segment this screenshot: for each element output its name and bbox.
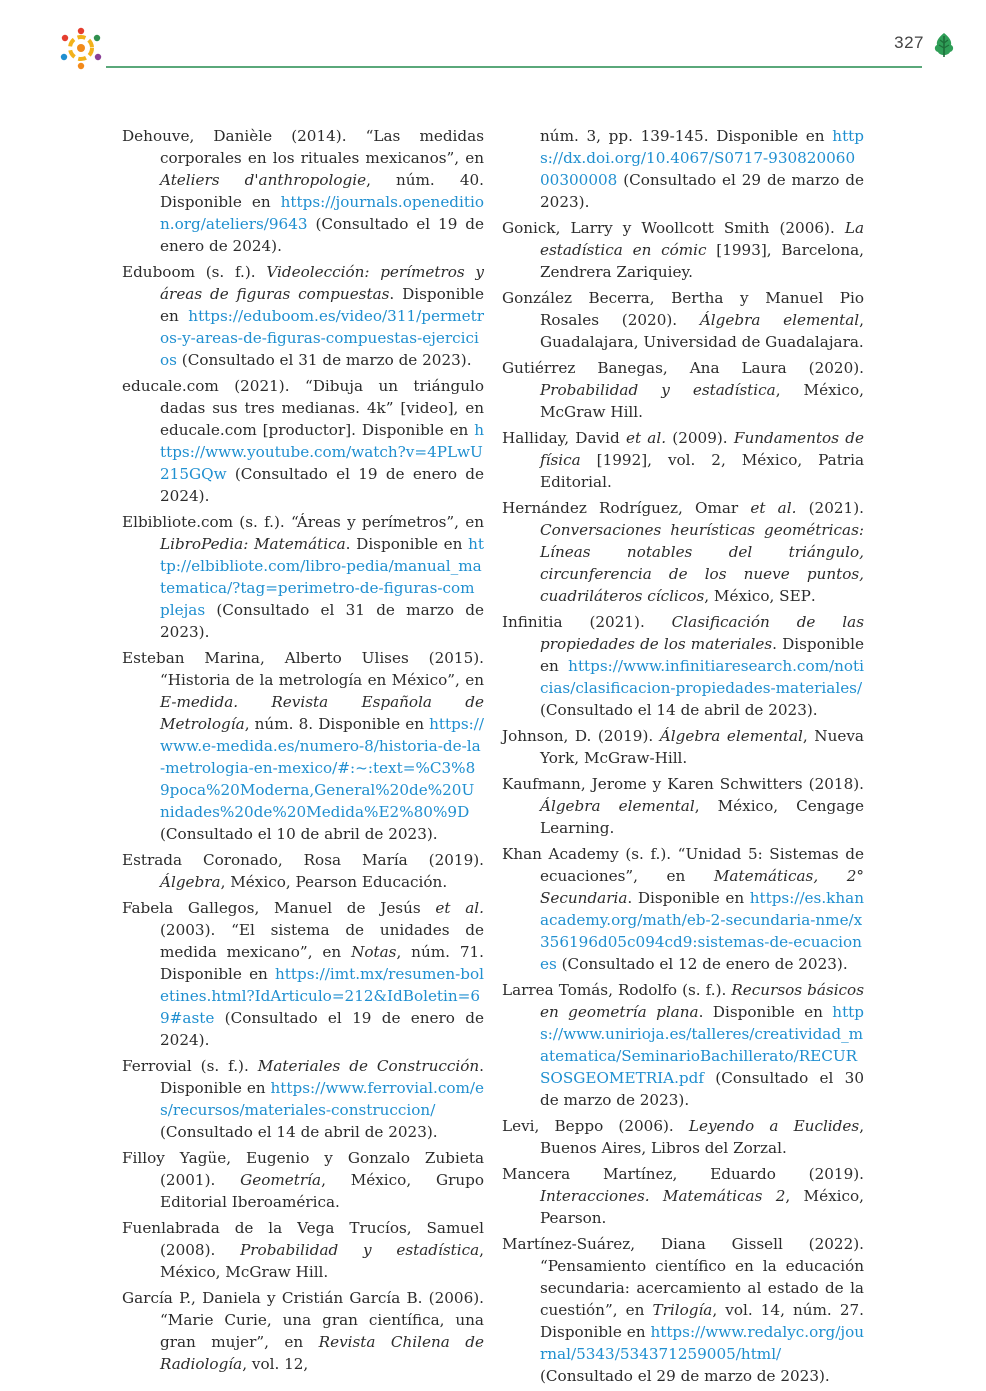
reference-text: educale.com (2021). “Dibuja un triángulo dadas sus tres medianas. 4k” [video], en educale.com [productor]. Disponible en [122,377,484,439]
reference-text: , México, Pearson. [540,1187,864,1227]
reference-text: . Disponible en [698,1003,833,1021]
reference-text: Gutiérrez Banegas, Ana Laura (2020). [502,359,864,377]
reference-text: , núm. 40. Disponible en [160,171,484,211]
reference-entry [122,647,484,845]
reference-text: (2009). [666,429,734,447]
reference-title: et al. [625,429,667,447]
reference-text: González Becerra, Bertha y Manuel Pio Rosales (2020). [502,289,864,329]
reference-entry [122,1055,484,1143]
header-rule [106,66,922,68]
reference-title: Materiales de Construcción [257,1057,480,1075]
reference-text: Mancera Martínez, Eduardo (2019). [502,1165,864,1183]
reference-text: Halliday, David [502,429,626,447]
reference-title: Fundamentos de física [540,429,864,469]
reference-title: Geometría [240,1171,322,1189]
reference-text: (Consultado el 19 de enero de 2024). [160,1009,484,1049]
reference-entry [502,357,864,423]
reference-text: Filloy Yagüe, Eugenio y Gonzalo Zubieta (2001). [122,1149,484,1189]
reference-text: Martínez-Suárez, Diana Gissell (2022). “Pensamiento científico en la educación secundaria: acercamiento al estado de la cuestión”, en [502,1235,864,1319]
reference-entry [502,1233,864,1387]
reference-text: (2003). “El sistema de unidades de medida mexicano”, en [160,921,484,961]
reference-text: (Consultado el 29 de marzo de 2023). [540,171,864,211]
references-right-column [502,125,864,1391]
reference-title: Interacciones. Matemáticas 2 [540,1187,786,1205]
reference-text: Gonick, Larry y Woollcott Smith (2006). [502,219,845,237]
reference-entry [502,1115,864,1159]
reference-entry [502,287,864,353]
reference-text: (Consultado el 30 de marzo de 2023). [540,1069,864,1109]
reference-title: LibroPedia: Matemática [160,535,346,553]
reference-entry [122,849,484,893]
reference-text: (Consultado el 14 de abril de 2023). [540,701,818,719]
reference-title: Conversaciones heurísticas geométricas: Líneas notables del triángulo, circunferencia de los nueve puntos, cuadriláteros cíclicos [540,521,864,605]
reference-title: E-medida. Revista Española de Metrología [160,693,484,733]
reference-entry [502,1163,864,1229]
reference-text: . [810,587,816,605]
reference-text: SEP [779,587,811,605]
reference-text: , vol. 12, [242,1355,309,1373]
reference-text: (Consultado el 31 de marzo de 2023). [160,601,484,641]
reference-entry [122,125,484,257]
page-number: 327 [894,33,924,52]
reference-text: , Nueva York, McGraw-Hill. [540,727,864,767]
reference-title: Notas [351,943,397,961]
reference-text: , México, [704,587,780,605]
reference-text: . Disponible en [160,285,484,325]
reference-text: (Consultado el 29 de marzo de 2023). [540,1367,830,1385]
reference-text: Larrea Tomás, Rodolfo (s. f.). [502,981,732,999]
reference-text: Johnson, D. (2019). [502,727,660,745]
reference-text: . Disponible en [627,889,750,907]
reference-text: (2021). [796,499,864,517]
reference-text: . Disponible en [540,635,864,675]
reference-entry [502,217,864,283]
reference-title: Matemáticas, 2° Secundaria [540,867,864,907]
reference-text: (Consultado el 19 de enero de 2024). [160,465,484,505]
reference-text: . Disponible en [345,535,469,553]
reference-text: , México, McGraw Hill. [160,1241,484,1281]
reference-entry [502,773,864,839]
reference-text: Estrada Coronado, Rosa María (2019). [122,851,484,869]
reference-text: (Consultado el 10 de abril de 2023). [160,825,438,843]
reference-title: Álgebra elemental [540,797,695,815]
reference-text: Fuenlabrada de la Vega Trucíos, Samuel (2008). [122,1219,484,1259]
reference-title: Revista Chilena de Radiología [160,1333,484,1373]
reference-text: . Disponible en [160,1057,484,1097]
reference-title: Leyendo a Euclides [688,1117,860,1135]
reference-title: et al. [435,899,484,917]
reference-text: , México, Grupo Editorial Iberoamérica. [160,1171,484,1211]
reference-entry [502,497,864,607]
reference-text: , núm. 71. Disponible en [160,943,484,983]
reference-entry [122,1147,484,1213]
reference-text: Levi, Beppo (2006). [502,1117,689,1135]
reference-text: (Consultado el 19 de enero de 2024). [160,215,484,255]
reference-text: [1993], Barcelona, Zendrera Zariquiey. [540,241,864,281]
reference-link[interactable]: https://dx.doi.org/10.4067/S0717-93082006000300008 [540,127,864,189]
reference-link[interactable]: https://imt.mx/resumen-boletines.html?IdArticulo=212&IdBoletin=69#aste [160,965,484,1027]
reference-link[interactable]: https://journals.openedition.org/ateliers/9643 [160,193,484,233]
reference-entry [122,897,484,1051]
reference-text: Eduboom (s. f.). [122,263,267,281]
reference-entry [122,511,484,643]
reference-text: (Consultado el 12 de enero de 2023). [556,955,848,973]
reference-entry [502,725,864,769]
reference-text: , México, Cengage Learning. [540,797,864,837]
reference-text: García P., Daniela y Cristián García B. (2006). “Marie Curie, una gran científica, una gran mujer”, en [122,1289,484,1351]
reference-title: La estadística en cómic [540,219,864,259]
references-left-column [122,125,484,1379]
reference-link[interactable]: https://www.ferrovial.com/es/recursos/materiales-construccion/ [160,1079,484,1119]
reference-text: Khan Academy (s. f.). “Unidad 5: Sistemas de ecuaciones”, en [502,845,864,885]
reference-text: Elbibliote.com (s. f.). “Áreas y perímetros”, en [122,513,484,531]
reference-link[interactable]: https://eduboom.es/video/311/permetros-y-areas-de-figuras-compuestas-ejercicios [160,307,484,369]
reference-text: Fabela Gallegos, Manuel de Jesús [122,899,436,917]
reference-title: Probabilidad y estadística [240,1241,480,1259]
reference-text: (Consultado el 14 de abril de 2023). [160,1123,438,1141]
reference-link[interactable]: https://www.infinitiaresearch.com/noticias/clasificacion-propiedades-materiales/ [540,657,864,697]
reference-text: , México, Pearson Educación. [220,873,448,891]
reference-entry [502,843,864,975]
publisher-logo [58,26,104,70]
reference-title: Videolección: perímetros y áreas de figuras compuestas [160,263,484,303]
reference-entry [122,1217,484,1283]
reference-title: Ateliers d'anthropologie [160,171,367,189]
reference-link[interactable]: http://elbibliote.com/libro-pedia/manual_matematica/?tag=perimetro-de-figuras-complejas [160,535,484,619]
reference-text: núm. 3, pp. 139-145. Disponible en [540,127,833,145]
reference-entry [122,261,484,371]
reference-text: Kaufmann, Jerome y Karen Schwitters (2018). [502,775,864,793]
reference-title: Probabilidad y estadística [540,381,776,399]
reference-entry [122,375,484,507]
reference-text: Infinitia (2021). [502,613,672,631]
leaf-icon [932,32,956,58]
reference-entry [122,1287,484,1375]
reference-text: , Buenos Aires, Libros del Zorzal. [540,1117,865,1157]
reference-text: (Consultado el 31 de marzo de 2023). [176,351,472,369]
reference-text: Hernández Rodríguez, Omar [502,499,751,517]
reference-link[interactable]: https://www.e-medida.es/numero-8/historia-de-la-metrologia-en-mexico/#:~:text=%C3%89poca%20Moderna,General%20de%20Unidades%20de%20Medida%E2%80%9D [160,715,484,821]
reference-title: Clasificación de las propiedades de los materiales [540,613,864,653]
reference-text: Ferrovial (s. f.). [122,1057,258,1075]
reference-link[interactable]: https://es.khanacademy.org/math/eb-2-secundaria-nme/x356196d05c094cd9:sistemas-de-ecuaciones [540,889,864,973]
reference-title: Recursos básicos en geometría plana [540,981,864,1021]
reference-text: , vol. 14, núm. 27. Disponible en [540,1301,864,1341]
reference-title: Trilogía [652,1301,713,1319]
reference-entry [502,611,864,721]
reference-text: , México, McGraw Hill. [540,381,864,421]
reference-link[interactable]: https://www.unirioja.es/talleres/creatividad_matematica/SeminarioBachillerato/RECURSOSGEOMETRIA.pdf [540,1003,865,1087]
reference-text: , núm. 8. Disponible en [244,715,430,733]
reference-text: Esteban Marina, Alberto Ulises (2015). “Historia de la metrología en México”, en [122,649,484,689]
reference-title: Álgebra elemental [699,311,860,329]
reference-text: Dehouve, Danièle (2014). “Las medidas corporales en los rituales mexicanos”, en [122,127,484,167]
reference-link[interactable]: https://www.redalyc.org/journal/5343/534371259005/html/ [540,1323,864,1363]
reference-text: , Guadalajara, Universidad de Guadalajara. [540,311,864,351]
reference-title: Álgebra elemental [659,727,803,745]
reference-title: Álgebra [160,873,221,891]
reference-link[interactable]: https://www.youtube.com/watch?v=4PLwU215GQw [160,421,484,483]
reference-text: [1992], vol. 2, México, Patria Editorial. [540,451,864,491]
reference-title: et al. [750,499,797,517]
reference-entry [502,979,864,1111]
reference-entry [502,427,864,493]
reference-entry [502,125,864,213]
